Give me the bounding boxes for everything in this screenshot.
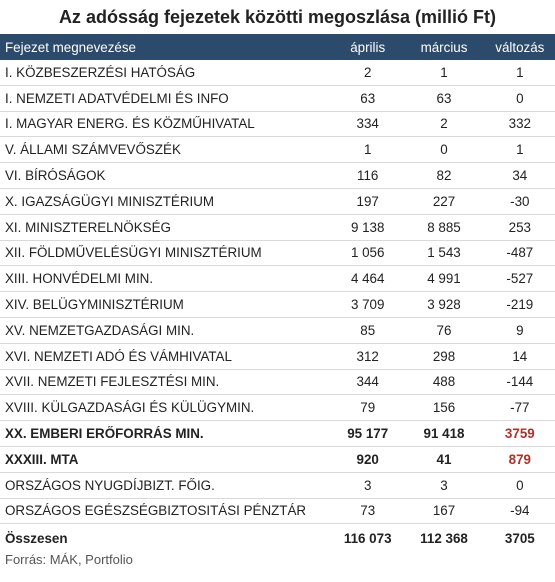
row-march: 3 — [440, 477, 448, 493]
table-row — [0, 499, 555, 525]
row-change: 879 — [508, 451, 531, 467]
row-change: -487 — [506, 245, 534, 261]
row-name: XX. EMBERI ERŐFORRÁS MIN. — [5, 426, 204, 442]
row-change: 34 — [512, 168, 528, 184]
row-name: XV. NEMZETGAZDASÁGI MIN. — [5, 322, 195, 338]
table-row — [0, 86, 555, 112]
table-row — [0, 370, 555, 396]
table-row — [0, 473, 555, 499]
row-march: 41 — [436, 451, 452, 467]
row-april: 334 — [356, 116, 379, 132]
row-name: XIV. BELÜGYMINISZTÉRIUM — [5, 297, 184, 313]
table-row — [0, 112, 555, 138]
row-march: 167 — [432, 503, 456, 519]
row-march: 2 — [440, 116, 448, 132]
row-april: 85 — [360, 322, 376, 338]
total-label: Összesen — [5, 530, 68, 546]
row-april: 95 177 — [347, 426, 389, 442]
row-name: ORSZÁGOS EGÉSZSÉGBIZTOSITÁSI PÉNZTÁR — [5, 503, 307, 519]
table-row — [0, 137, 555, 163]
row-change: -30 — [510, 193, 530, 209]
row-name: XII. FÖLDMŰVELÉSÜGYI MINISZTÉRIUM — [5, 245, 262, 261]
row-april: 3 709 — [350, 297, 385, 313]
total-april: 116 073 — [343, 530, 392, 546]
row-name: ORSZÁGOS NYUGDÍJBIZT. FŐIG. — [5, 477, 215, 493]
row-name: I. MAGYAR ENERG. ÉS KÖZMŰHIVATAL — [5, 116, 255, 132]
debt-table — [0, 34, 555, 552]
row-april: 1 056 — [350, 245, 385, 261]
table-total-row — [0, 524, 555, 552]
row-march: 156 — [432, 400, 456, 416]
row-change: 14 — [512, 348, 528, 364]
row-april: 4 464 — [350, 271, 385, 287]
row-april: 344 — [356, 374, 379, 390]
table-row — [0, 344, 555, 370]
table-row — [0, 189, 555, 215]
row-april: 63 — [360, 90, 376, 106]
row-april: 9 138 — [350, 219, 385, 235]
row-name: VI. BÍRÓSÁGOK — [5, 168, 106, 184]
row-name: XI. MINISZTERELNÖKSÉG — [5, 219, 171, 235]
row-name: I. NEMZETI ADATVÉDELMI ÉS INFO — [5, 90, 229, 106]
row-change: 0 — [516, 477, 524, 493]
table-row-highlighted — [0, 421, 555, 447]
row-name: XXXIII. MTA — [5, 451, 79, 467]
row-march: 298 — [432, 348, 456, 364]
table-row — [0, 266, 555, 292]
row-april: 312 — [356, 348, 379, 364]
row-name: XIII. HONVÉDELMI MIN. — [5, 271, 154, 287]
row-change: -527 — [506, 271, 534, 287]
row-march: 1 — [440, 64, 448, 80]
row-name: XVII. NEMZETI FEJLESZTÉSI MIN. — [5, 374, 220, 390]
row-march: 76 — [436, 322, 452, 338]
row-change: -144 — [506, 374, 534, 390]
row-april: 116 — [357, 168, 379, 184]
row-name: XVI. NEMZETI ADÓ ÉS VÁMHIVATAL — [5, 348, 232, 364]
table-row — [0, 318, 555, 344]
row-change: 9 — [516, 322, 524, 338]
row-name: XVIII. KÜLGAZDASÁGI ÉS KÜLÜGYMIN. — [5, 400, 255, 416]
row-change: 332 — [508, 116, 531, 132]
table-row — [0, 60, 555, 86]
table-row — [0, 241, 555, 267]
row-april: 1 — [363, 142, 372, 158]
row-april: 197 — [356, 193, 379, 209]
row-change: 1 — [516, 142, 524, 158]
row-name: I. KÖZBESZERZÉSI HATÓSÁG — [5, 64, 196, 80]
table-row — [0, 395, 555, 421]
column-header-april: április — [350, 39, 386, 55]
table-row — [0, 215, 555, 241]
row-april: 79 — [360, 400, 376, 416]
row-april: 920 — [356, 451, 379, 467]
row-march: 0 — [440, 142, 448, 158]
row-march: 1 543 — [427, 245, 461, 261]
column-header-name: Fejezet megnevezése — [5, 39, 137, 55]
row-march: 8 885 — [427, 219, 461, 235]
column-header-change: változás — [495, 39, 545, 55]
row-april: 73 — [360, 503, 376, 519]
total-change: 3705 — [504, 530, 535, 546]
row-change: 253 — [508, 219, 531, 235]
table-row — [0, 292, 555, 318]
row-march: 4 991 — [427, 271, 461, 287]
row-change: -94 — [510, 503, 530, 519]
row-name: V. ÁLLAMI SZÁMVEVŐSZÉK — [5, 142, 181, 158]
row-march: 488 — [432, 374, 456, 390]
row-march: 82 — [436, 168, 452, 184]
table-header — [0, 34, 555, 60]
row-march: 227 — [432, 193, 456, 209]
row-change: 0 — [516, 90, 524, 106]
page-title: Az adósság fejezetek közötti megoszlása (millió Ft) — [58, 7, 497, 27]
column-header-march: március — [420, 39, 468, 55]
row-change: -77 — [510, 400, 530, 416]
table-row — [0, 163, 555, 189]
row-name: X. IGAZSÁGÜGYI MINISZTÉRIUM — [5, 193, 215, 209]
row-march: 3 928 — [427, 297, 461, 313]
row-change: -219 — [506, 297, 534, 313]
row-april: 2 — [363, 64, 372, 80]
source-note: Forrás: MÁK, Portfolio — [5, 552, 133, 568]
row-change: 1 — [516, 64, 524, 80]
row-april: 3 — [363, 477, 372, 493]
row-change: 3759 — [504, 426, 535, 442]
row-march: 91 418 — [423, 426, 465, 442]
table-row-highlighted — [0, 447, 555, 473]
row-march: 63 — [436, 90, 452, 106]
total-march: 112 368 — [420, 530, 468, 546]
